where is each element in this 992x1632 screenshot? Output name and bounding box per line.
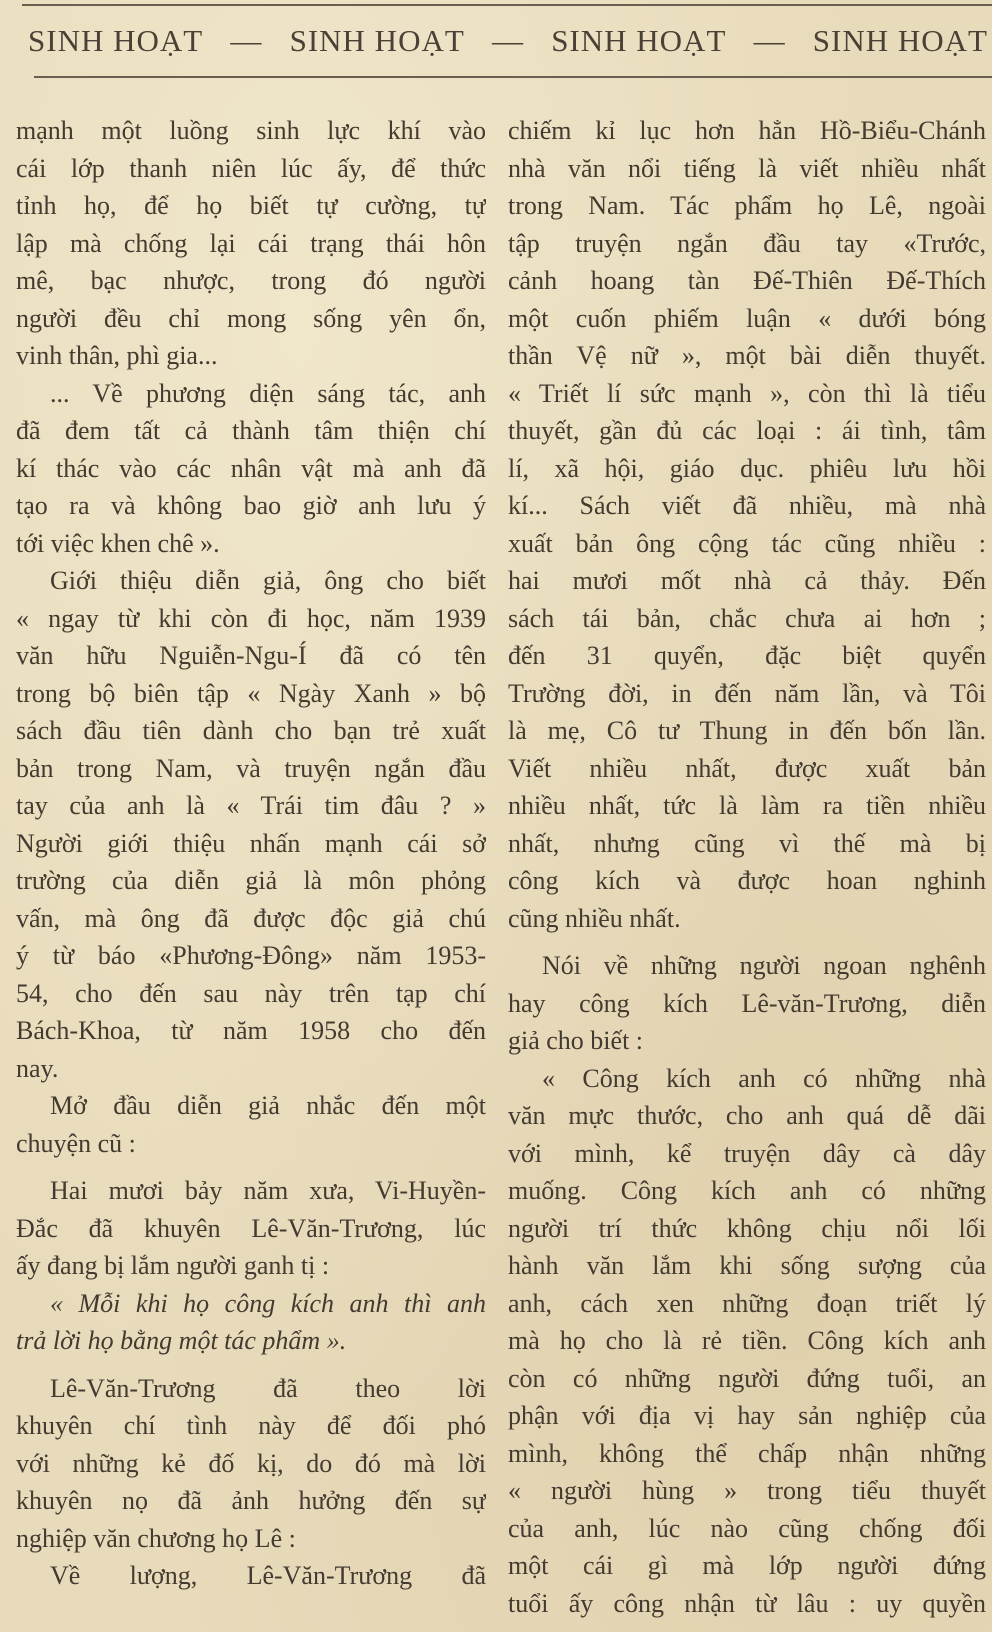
text-line: anh, cách xen những đoạn triết lý: [508, 1288, 986, 1318]
text-line: khuyên nọ đã ảnh hưởng đến sự: [16, 1486, 486, 1515]
text-line: Mở đầu diễn giả nhắc đến một: [50, 1091, 486, 1120]
running-header: [28, 18, 988, 64]
text-line: « Công kích anh có những nhà: [542, 1063, 986, 1093]
text-line: nhà văn nổi tiếng là viết nhiều nhất: [508, 153, 986, 183]
text-line: là mẹ, Cô tư Thung in đến bốn lần.: [508, 716, 986, 745]
text-line: vinh thân, phì gia...: [16, 341, 218, 370]
text-line: tỉnh họ, để họ biết tự cường, tự: [16, 191, 486, 220]
text-line: vấn, mà ông đã được độc giả chú: [16, 903, 486, 933]
text-line: nhất, nhưng cũng vì thế mà bị: [508, 828, 986, 858]
text-line: bản trong Nam, và truyện ngắn đầu: [16, 753, 486, 783]
text-line: cảnh hoang tàn Đế-Thiên Đế-Thích: [508, 266, 986, 295]
text-line: một cái gì mà lớp người đứng: [508, 1551, 986, 1580]
text-line: Giới thiệu diễn giả, ông cho biết: [50, 566, 486, 595]
text-line: Về lượng, Lê-Văn-Trương đã: [50, 1561, 486, 1590]
text-line: đã đem tất cả thành tâm thiện chí: [16, 416, 486, 445]
text-line: tới việc khen chê ».: [16, 528, 220, 558]
text-line: ... Về phương diện sáng tác, anh: [50, 378, 486, 408]
text-line: người trí thức không chịu nổi lối: [508, 1213, 986, 1243]
text-line: Nói về những người ngoan nghênh: [542, 951, 986, 980]
text-line: sách đầu tiên dành cho bạn trẻ xuất: [16, 716, 486, 745]
text-line: công kích và được hoan nghinh: [508, 866, 986, 895]
top-rule: [22, 4, 992, 6]
text-line: đến 31 quyển, đặc biệt quyển: [508, 641, 986, 670]
text-line: muống. Công kích anh có những: [508, 1176, 986, 1205]
paragraph-gap: [508, 937, 986, 947]
text-line: cái lớp thanh niên lúc ấy, để thức: [16, 153, 486, 183]
text-line: với mình, kể truyện dây cà dây: [508, 1138, 986, 1168]
text-line: mạnh một luồng sinh lực khí vào: [16, 116, 486, 145]
right-column: [508, 112, 986, 1622]
text-line: thần Vệ nữ », một bài diễn thuyết.: [508, 341, 986, 370]
quote-line: trả lời họ bằng một tác phẩm ».: [16, 1326, 347, 1355]
text-line: còn có những người đứng tuổi, an: [508, 1363, 986, 1393]
text-line: cũng nhiều nhất.: [508, 903, 681, 933]
text-line: sách tái bản, chắc chưa ai hơn ;: [508, 603, 986, 633]
text-line: Đắc đã khuyên Lê-Văn-Trương, lúc: [16, 1213, 486, 1243]
text-line: « ngay từ khi còn đi học, năm 1939: [16, 603, 486, 633]
quote-line: « Mỗi khi họ công kích anh thì anh: [50, 1288, 486, 1318]
text-line: tuổi ấy công nhận từ lâu : uy quyền: [508, 1588, 986, 1618]
header-dash: —: [753, 23, 786, 58]
text-line: Lê-Văn-Trương đã theo lời: [50, 1373, 486, 1403]
text-line: thuyết, gần đủ các loại : ái tình, tâm: [508, 416, 986, 445]
text-line: một cuốn phiếm luận « dưới bóng: [508, 303, 986, 333]
text-line: chuyện cũ :: [16, 1128, 136, 1158]
header-item: SINH HOẠT: [289, 23, 465, 58]
text-line: văn mực thước, cho anh quá dễ dãi: [508, 1101, 986, 1130]
text-line: người đều chỉ mong sống yên ổn,: [16, 303, 486, 333]
text-line: chiếm kỉ lục hơn hẳn Hồ-Biểu-Chánh: [508, 116, 986, 145]
text-line: nghiệp văn chương họ Lê :: [16, 1523, 296, 1553]
text-line: của anh, lúc nào cũng chống đối: [508, 1513, 986, 1543]
header-rule: [34, 76, 992, 78]
text-line: mình, không thể chấp nhận những: [508, 1438, 986, 1468]
text-line: Viết nhiều nhất, được xuất bản: [508, 753, 986, 783]
text-line: lập mà chống lại cái trạng thái hôn: [16, 228, 486, 258]
text-line: hai mươi mốt nhà cả thảy. Đến: [508, 566, 986, 595]
text-line: Hai mươi bảy năm xưa, Vi-Huyền-: [50, 1176, 486, 1205]
text-line: trường của diễn giả là môn phỏng: [16, 866, 486, 895]
text-line: mê, bạc nhược, trong đó người: [16, 266, 486, 295]
text-line: nay.: [16, 1053, 59, 1083]
header-item: SINH HOẠT: [28, 23, 204, 58]
text-line: khuyên chí tình này để đối phó: [16, 1411, 486, 1440]
text-line: phận với địa vị hay sản nghiệp của: [508, 1401, 986, 1430]
text-line: văn hữu Nguiễn-Ngu-Í đã có tên: [16, 641, 486, 670]
text-line: tay của anh là « Trái tim đâu ? »: [16, 791, 486, 820]
header-dash: —: [491, 23, 524, 58]
text-line: ấy đang bị lắm người ganh tị :: [16, 1251, 330, 1280]
text-line: tạo ra và không bao giờ anh lưu ý: [16, 491, 486, 520]
header-dash: —: [230, 23, 263, 58]
text-line: hay công kích Lê-văn-Trương, diễn: [508, 988, 986, 1018]
text-line: 54, cho đến sau này trên tạp chí: [16, 978, 486, 1008]
paragraph-gap: [16, 1360, 486, 1370]
text-line: với những kẻ đố kị, do đó mà lời: [16, 1448, 486, 1478]
text-line: Bách-Khoa, từ năm 1958 cho đến: [16, 1016, 486, 1045]
header-item: SINH HOẠT: [551, 23, 727, 58]
text-line: Trường đời, in đến năm lần, và Tôi: [508, 678, 986, 708]
text-line: ý từ báo «Phương-Đông» năm 1953-: [16, 941, 486, 970]
left-column: [16, 112, 486, 1595]
text-line: nhiều nhất, tức là làm ra tiền nhiều: [508, 791, 986, 820]
text-line: xuất bản ông cộng tác cũng nhiều :: [508, 528, 986, 558]
text-line: lí, xã hội, giáo dục. phiêu lưu hồi: [508, 453, 986, 483]
paragraph-gap: [16, 1162, 486, 1172]
header-item: SINH HOẠT: [812, 23, 988, 58]
text-line: « người hùng » trong tiểu thuyết: [508, 1476, 986, 1505]
text-line: trong bộ biên tập « Ngày Xanh » bộ: [16, 678, 486, 708]
text-line: hành văn lắm khi sống sượng của: [508, 1251, 986, 1280]
text-line: trong Nam. Tác phẩm họ Lê, ngoài: [508, 191, 986, 220]
text-line: giả cho biết :: [508, 1026, 644, 1055]
text-line: kí thác vào các nhân vật mà anh đã: [16, 453, 486, 483]
text-line: kí... Sách viết đã nhiều, mà nhà: [508, 491, 986, 520]
text-line: « Triết lí sức mạnh », còn thì là tiểu: [508, 378, 986, 408]
text-line: tập truyện ngắn đầu tay «Trước,: [508, 228, 986, 258]
text-line: Người giới thiệu nhấn mạnh cái sở: [16, 828, 486, 858]
text-line: mà họ cho là rẻ tiền. Công kích anh: [508, 1326, 986, 1355]
